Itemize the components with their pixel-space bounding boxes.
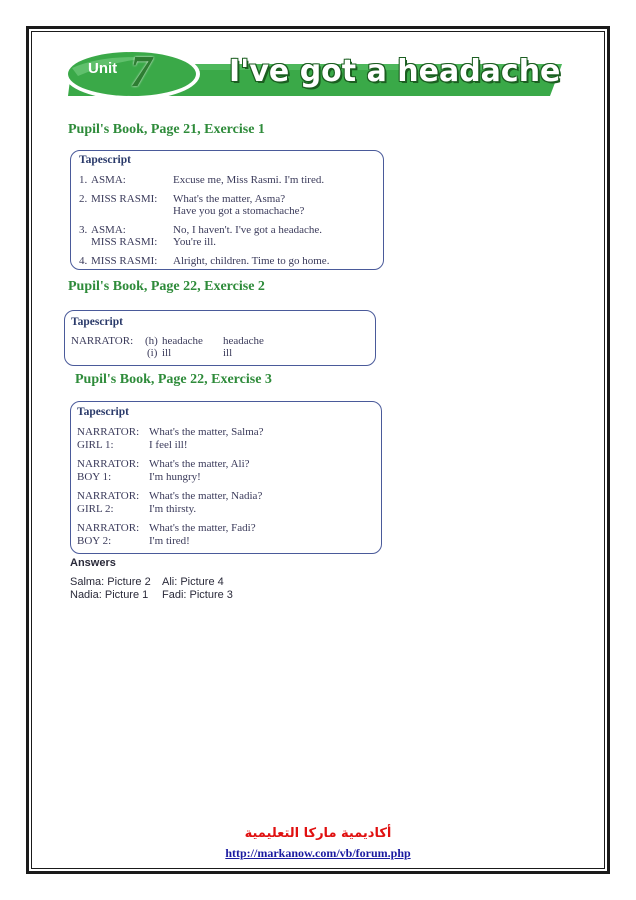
s1-line2-text: What's the matter, Asma? — [173, 193, 286, 205]
s3-pair2-a-speaker: BOY 1: — [77, 471, 112, 483]
answer-ali: Ali: Picture 4 — [162, 576, 224, 588]
s1-line6-num: 4. — [79, 255, 88, 267]
s1-line2-num: 2. — [79, 193, 88, 205]
s2-row2-word: ill — [162, 347, 172, 359]
s2-row1-letter: (h) — [145, 335, 158, 347]
s2-row2-letter: (i) — [147, 347, 158, 359]
s3-pair1-q-speaker: NARRATOR: — [77, 426, 140, 438]
s3-pair4-a-speaker: BOY 2: — [77, 535, 112, 547]
s3-pair3-q-text: What's the matter, Nadia? — [149, 490, 263, 502]
section3-tapescript-title: Tapescript — [77, 406, 129, 418]
s1-line1-num: 1. — [79, 174, 88, 186]
s1-line5-speaker: MISS RASMI: — [91, 236, 158, 248]
answers-title: Answers — [70, 557, 116, 569]
section3-tapescript-box — [70, 401, 382, 554]
s1-line6-text: Alright, children. Time to go home. — [173, 255, 330, 267]
section1-tapescript-box — [70, 150, 384, 270]
s3-pair2-q-speaker: NARRATOR: — [77, 458, 140, 470]
s3-pair4-a-text: I'm tired! — [149, 535, 190, 547]
s2-row2-repeat: ill — [223, 347, 233, 359]
s1-line1-text: Excuse me, Miss Rasmi. I'm tired. — [173, 174, 325, 186]
unit-label: Unit — [88, 60, 118, 77]
s3-pair4-q-text: What's the matter, Fadi? — [149, 522, 256, 534]
s1-line2-speaker: MISS RASMI: — [91, 193, 158, 205]
s2-speaker: NARRATOR: — [71, 335, 134, 347]
s3-pair3-a-speaker: GIRL 2: — [77, 503, 114, 515]
footer-academy-name: أكاديمية ماركا التعليمية — [244, 826, 392, 841]
s3-pair2-a-text: I'm hungry! — [149, 471, 201, 483]
answer-nadia: Nadia: Picture 1 — [70, 589, 149, 601]
footer-forum-link[interactable]: http://markanow.com/vb/forum.php — [225, 846, 411, 860]
s1-line5-text: You're ill. — [173, 236, 217, 248]
answer-fadi: Fadi: Picture 3 — [162, 589, 233, 601]
s3-pair2-q-text: What's the matter, Ali? — [149, 458, 250, 470]
s2-row1-repeat: headache — [223, 335, 264, 347]
unit-banner — [64, 47, 564, 100]
s1-line3-text: Have you got a stomachache? — [173, 205, 305, 217]
section1-heading: Pupil's Book, Page 21, Exercise 1 — [68, 122, 265, 137]
section1-tapescript-title: Tapescript — [79, 154, 131, 166]
answer-salma: Salma: Picture 2 — [70, 576, 151, 588]
section3-heading: Pupil's Book, Page 22, Exercise 3 — [75, 372, 272, 387]
s3-pair4-q-speaker: NARRATOR: — [77, 522, 140, 534]
section2-tapescript-box — [64, 310, 376, 366]
s3-pair1-a-speaker: GIRL 1: — [77, 439, 114, 451]
s3-pair3-q-speaker: NARRATOR: — [77, 490, 140, 502]
s2-row1-word: headache — [162, 335, 203, 347]
s1-line4-text: No, I haven't. I've got a headache. — [173, 224, 323, 236]
s1-line6-speaker: MISS RASMI: — [91, 255, 158, 267]
section2-heading: Pupil's Book, Page 22, Exercise 2 — [68, 279, 265, 294]
s3-pair1-a-text: I feel ill! — [149, 439, 188, 451]
s3-pair3-a-text: I'm thirsty. — [149, 503, 197, 515]
unit-title: I've got a headache — [229, 54, 561, 89]
s1-line4-speaker: ASMA: — [91, 224, 126, 236]
s1-line1-speaker: ASMA: — [91, 174, 126, 186]
unit-number: 7 — [130, 47, 152, 96]
s3-pair1-q-text: What's the matter, Salma? — [149, 426, 264, 438]
s1-line4-num: 3. — [79, 224, 88, 236]
section2-tapescript-title: Tapescript — [71, 316, 123, 328]
